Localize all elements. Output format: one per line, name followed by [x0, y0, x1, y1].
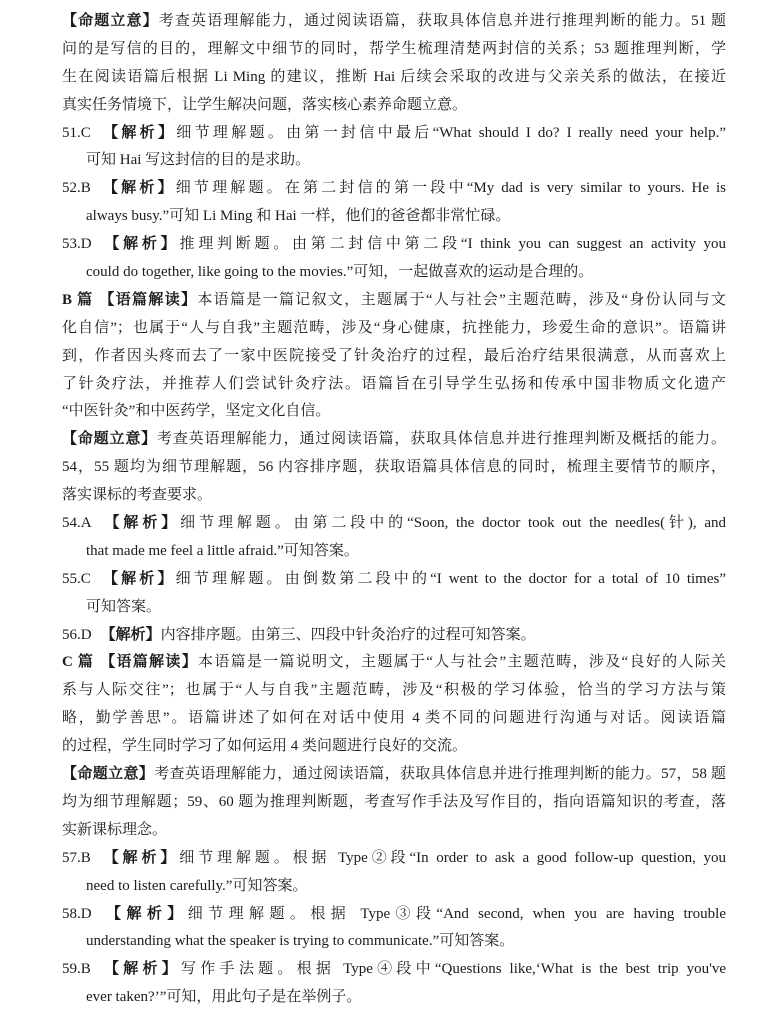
analysis-label: 【解析】 — [99, 124, 177, 141]
analysis-line: 可知答案。 — [86, 598, 162, 615]
analysis-label: 【解析】 — [99, 849, 180, 866]
question-number: 52. — [62, 180, 81, 197]
rationale-line: 生在阅读语篇后根据 Li Ming 的建议，推断 Hai 后续会采取的改进与父亲关系的做法，在接近 — [62, 68, 726, 85]
answer-item-57 — [62, 845, 726, 873]
answer-item-59 — [62, 956, 726, 984]
answer-item-54 — [62, 510, 726, 538]
answer-choice: B — [80, 961, 91, 978]
question-number: 55. — [62, 570, 81, 587]
answer-choice: D — [80, 626, 92, 643]
rationale-label: 【命题立意】 — [62, 431, 157, 448]
answer-key-page — [62, 8, 726, 1012]
answer-item-55 — [62, 566, 726, 594]
passage-heading: B 篇 — [62, 291, 94, 308]
rationale-line — [62, 761, 726, 789]
rationale-line: 真实任务情境下，让学生解决问题，落实核心素养命题立意。 — [62, 96, 468, 113]
question-number: 51. — [62, 124, 81, 141]
answer-item-51 — [62, 120, 726, 148]
analysis-line: understanding what the speaker is trying to communicate.”可知答案。 — [86, 933, 515, 950]
passage-b-section — [62, 287, 726, 650]
analysis-label: 【解析】 — [99, 180, 176, 197]
question-number: 59. — [62, 961, 81, 978]
analysis-line: 可知 Hai 写这封信的目的是求助。 — [86, 152, 311, 169]
analysis-line: that made me feel a little afraid.”可知答案。 — [86, 542, 359, 559]
analysis-line: could do together, like going to the movies.”可知，一起做喜欢的运动是合理的。 — [86, 264, 594, 281]
answer-choice: C — [80, 570, 91, 587]
overview-text: 本语篇是一篇记叙文，主题属于“人与社会”主题范畴，涉及“身份认同与文 — [197, 291, 726, 308]
passage-heading: C 篇 — [62, 654, 95, 671]
analysis-text: 细节理解题。根据 Type②段“In order to ask a good follow-up question, you — [179, 849, 726, 866]
analysis-text: 内容排序题。由第三、四段中针灸治疗的过程可知答案。 — [160, 626, 536, 643]
rationale-line: 实新课标理念。 — [62, 821, 168, 838]
analysis-text: 细节理解题。由第一封信中最后“What should I do? I really need your help.” — [176, 124, 726, 141]
overview-line: 化自信”；也属于“人与自我”主题范畴，涉及“身心健康，抗挫能力，珍爱生命的意识”。语篇讲 — [62, 319, 726, 336]
analysis-text: 推理判断题。由第二封信中第二段“I think you can suggest an activity you — [179, 236, 726, 253]
top-section — [62, 8, 726, 287]
analysis-label: 【解析】 — [99, 961, 182, 978]
question-number: 54. — [62, 515, 81, 532]
rationale-line: 落实课标的考查要求。 — [62, 487, 213, 504]
rationale-text: 考查英语理解能力，通过阅读语篇，获取具体信息并进行推理判断的能力。57，58 题 — [154, 766, 726, 783]
overview-text: 本语篇是一篇说明文，主题属于“人与社会”主题范畴，涉及“良好的人际关 — [198, 654, 726, 671]
rationale-line — [62, 426, 726, 454]
overview-label: 【语篇解读】 — [99, 291, 198, 308]
overview-line: 略，勤学善思”。语篇讲述了如何在对话中使用 4 类不同的问题进行沟通与对话。阅读语篇 — [62, 710, 726, 727]
answer-choice: B — [80, 180, 91, 197]
analysis-text: 细节理解题。由倒数第二段中的“I went to the doctor for a total of 10 times” — [175, 570, 726, 587]
rationale-label: 【命题立意】 — [62, 766, 155, 783]
analysis-label: 【解析】 — [99, 570, 176, 587]
answer-choice: D — [80, 905, 92, 922]
overview-line: “中医针灸”和中医药学，坚定文化自信。 — [62, 403, 331, 420]
overview-line — [62, 649, 726, 677]
rationale-line: 均为细节理解题；59、60 题为推理判断题，考查写作手法及写作目的，指向语篇知识的考查，落 — [62, 793, 726, 810]
rationale-text: 考查英语理解能力，通过阅读语篇，获取具体信息并进行推理判断的能力。51 题 — [158, 13, 726, 29]
analysis-line: ever taken?’”可知，用此句子是在举例子。 — [86, 989, 362, 1006]
rationale-label: 【命题立意】 — [62, 13, 159, 29]
answer-choice: C — [80, 124, 91, 141]
overview-label: 【语篇解读】 — [100, 654, 199, 671]
question-number: 53. — [62, 236, 81, 253]
analysis-label: 【解析】 — [100, 236, 180, 253]
answer-choice: D — [80, 236, 92, 253]
analysis-text: 写作手法题。根据 Type④段中“Questions like,‘What is the best trip you've — [181, 961, 726, 978]
question-number: 57. — [62, 849, 81, 866]
overview-line: 系与人际交往”；也属于“人与自我”主题范畴，涉及“积极的学习体验，恰当的学习方法与策 — [62, 682, 726, 699]
rationale-text: 考查英语理解能力，通过阅读语篇，获取具体信息并进行推理判断及概括的能力。 — [156, 431, 726, 448]
rationale-line: 问的是写信的目的，理解文中细节的同时，帮学生梳理清楚两封信的关系；53 题推理判断，学 — [62, 40, 726, 57]
answer-choice: A — [80, 515, 92, 532]
rationale-line: 54，55 题均为细节理解题，56 内容排序题，获取语篇具体信息的同时，梳理主要情节的顺序， — [62, 459, 726, 476]
analysis-text: 细节理解题。根据 Type③段“And second, when you are having trouble — [187, 905, 726, 922]
answer-item-53 — [62, 231, 726, 259]
overview-line: 的过程，学生同时学习了如何运用 4 类问题进行良好的交流。 — [62, 738, 468, 755]
analysis-line: always busy.”可知 Li Ming 和 Hai 一样，他们的爸爸都非常忙碌。 — [86, 208, 511, 225]
rationale-line — [62, 8, 726, 36]
answer-item-58 — [62, 901, 726, 929]
overview-line: 了针灸疗法，并推荐人们尝试针灸疗法。语篇旨在引导学生弘扬和传承中国非物质文化遗产 — [62, 375, 726, 392]
question-number: 56. — [62, 626, 81, 643]
analysis-label: 【解析】 — [100, 905, 188, 922]
overview-line: 到，作者因头疼而去了一家中医院接受了针灸治疗的过程，最后治疗结果很满意，从而喜欢上 — [62, 347, 726, 364]
passage-c-section — [62, 649, 726, 1012]
overview-line — [62, 287, 726, 315]
analysis-text: 细节理解题。在第二封信的第一段中“My dad is very similar to yours. He is — [175, 180, 726, 197]
question-number: 58. — [62, 905, 81, 922]
answer-choice: B — [80, 849, 91, 866]
analysis-label: 【解析】 — [100, 626, 161, 643]
answer-item-56 — [62, 622, 726, 650]
answer-item-52 — [62, 175, 726, 203]
analysis-label: 【解析】 — [100, 515, 181, 532]
analysis-line: need to listen carefully.”可知答案。 — [86, 877, 308, 894]
analysis-text: 细节理解题。由第二段中的“Soon, the doctor took out the needles(针), and — [180, 515, 726, 532]
